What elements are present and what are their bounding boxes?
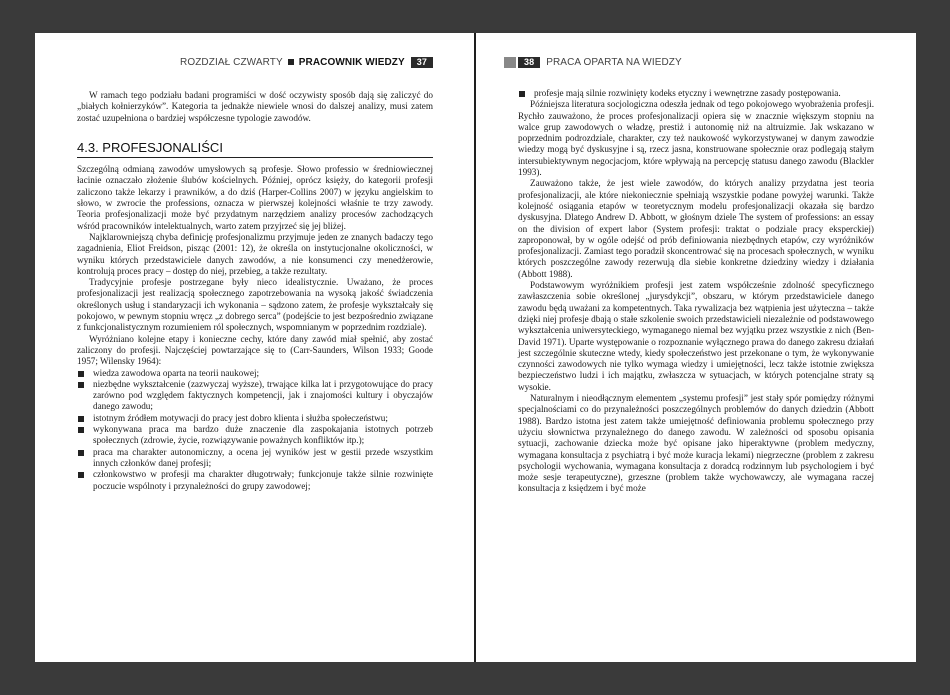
list-item: istotnym źródłem motywacji do pracy jest dobro klienta i służba społeczeństwu; — [77, 413, 433, 424]
left-page-body — [77, 90, 433, 492]
bullet-list — [77, 368, 433, 492]
paragraph: Późniejsza literatura socjologiczna odeszła jednak od tego pokojowego wyobrażenia profesji. Rychło zauważono, że proces profesjonalizacji opiera się w znacznie większym stopniu na walce grup zawodowych o władzę, prestiż i autonomię niż na altruizmie. Jak wskazano w poprzednim podrozdziale, charakter, czy też naukowość wykorzystywanej w danym zawodzie wiedzy mogą być dyskusyjne i są, rzecz jasna, konstruowane społecznie oraz podlegają stałym intersubiektywnym negocjacjom, które wpływają na percepcję statusu danego zawodu (Blackler 1993). — [518, 99, 874, 178]
running-head-right — [518, 55, 874, 69]
right-page-body — [518, 88, 874, 495]
paragraph: Najklarowniejszą chyba definicję profesjonalizmu przyjmuje jeden ze znanych badaczy tego zagadnienia, Eliot Freidson, pisząc (2001: 12), że określa on instytucjonalne okoliczności, w wyniku których przedstawiciele danych zawodów, a nie konsumenci czy menedżerowie, kontrolują proces pracy – dostęp do niej, przebieg, a także rezultaty. — [77, 231, 433, 276]
running-head-left — [77, 55, 433, 69]
chapter-label: ROZDZIAŁ CZWARTY — [180, 56, 283, 68]
paragraph: Naturalnym i nieodłącznym elementem „systemu profesji” jest stały spór pomiędzy różnymi specjalnościami co do przynależności poszczególnych problemów do danych dziedzin (Abbott 1988). Bardzo istotna jest zatem także umiejętność definiowania problemu społecznego przy użyciu słownictwa przynależnego do danego zawodu. W zależności od sposobu opisania sytuacji, zachowanie dziecka może być opisane jako hiperaktywne (problem medyczny, wymagana konsultacja z psychiatrą i być może kuracja lekami) niegrzeczne (problem z zakresu psychologii wychowania, wymagana konsultacja z doradcą rodzinnym lub psychologiem i być może sesje terapeutyczne), grzeszne (problem także wychowawczy, ale wymagana raczej konsultacja z księdzem i być może — [518, 393, 874, 494]
section-heading: 4.3. PROFESJONALIŚCI — [77, 142, 433, 158]
paragraph: Podstawowym wyróżnikiem profesji jest zatem współcześnie zdolność specyficznego zawłaszczenia sobie określonej „jurysdykcji”, obszaru, w którym przedstawiciele danego zawodu będą uważani za kompetentnych. Taka rywalizacja bez wątpienia jest użyteczna – także dzięki niej profesje dbają o stałe szkolenie swoich przedstawicieli niezależnie od podstawowego wykształcenia uniwersyteckiego, wymaganego niemal bez wyjątku przez wszystkie z nich (Ben-David 1971). Uparte występowanie o rozpoznanie wyłącznego prawa do danego zakresu działań jest szczególnie skuteczne wtedy, kiedy społeczeństwo jest przekonane o tym, że wykonywanie czynności zawodowych nie tylko wymaga wiedzy i umiejętności, lecz także istotnie zwiększa bezpieczeństwo ludzi i ich majątku, zwłaszcza w sytuacjach, w których potencjalne straty są wysokie. — [518, 280, 874, 392]
list-item: wiedza zawodowa oparta na teorii naukowej; — [77, 368, 433, 379]
bullet-list — [518, 88, 874, 99]
left-page — [35, 33, 475, 662]
chapter-title: PRACA OPARTA NA WIEDZY — [546, 56, 682, 68]
list-item: praca ma charakter autonomiczny, a ocena jej wyników jest w gestii przede wszystkim innych członków danej profesji; — [77, 447, 433, 470]
intro-paragraph: W ramach tego podziału badani programiści w dość oczywisty sposób dają się zaliczyć do „białych kołnierzyków”. Kategoria ta jednakże niewiele wnosi do dalszej analizy, musi zatem zostać uzupełniona o bardziej współczesne typologie zawodów. — [77, 90, 433, 123]
page-number: 37 — [411, 57, 433, 68]
list-item: wykonywana praca ma bardzo duże znaczenie dla zaspokajania istotnych potrzeb społecznych (zdrowie, życie, rozwiązywanie poważnych konfliktów itp.); — [77, 424, 433, 447]
paragraph: Szczególną odmianą zawodów umysłowych są profesje. Słowo professio w średniowiecznej łacinie oznaczało złożenie ślubów kościelnych. Później, oprócz księży, do kategorii profesji zaliczono także lekarzy i prawników, a do dziś (Harper-Collins 2007) w języku angielskim to słowo, w zwrocie the professions, oznacza w pierwszej kolejności właśnie te trzy zawody. Teoria profesjonalizacji może być przydatnym narzędziem analizy procesów zachodzących wśród pracowników intelektualnych, warto zatem przyjrzeć się jej bliżej. — [77, 164, 433, 231]
list-item: członkowstwo w profesji ma charakter długotrwały; funkcjonuje także silnie rozwinięte poczucie wspólnoty i przynależności do grupy zawodowej; — [77, 469, 433, 492]
paragraph: Tradycyjnie profesje postrzegane były nieco idealistycznie. Uważano, że proces profesjonalizacji jest realizacją społecznego zapotrzebowania na wysoką jakość świadczenia określonych usług i standaryzacji ich wykonania – sądzono zatem, że profesje wykształcały się pokojowo, w pewnym stopniu wręcz „z dobrego serca” (podejście to jest bezpośrednio związane z funkcjonalistycznym rozumieniem ról społecznych, wspomnianym w poprzednim rozdziale). — [77, 277, 433, 333]
right-page — [476, 33, 916, 662]
chapter-title: PRACOWNIK WIEDZY — [298, 56, 405, 68]
page-number: 38 — [518, 57, 540, 68]
square-bullet-icon — [288, 59, 294, 65]
list-item: profesje mają silnie rozwinięty kodeks etyczny i wewnętrzne zasady postępowania. — [518, 88, 874, 99]
paragraph: Wyróżniano kolejne etapy i konieczne cechy, które dany zawód miał spełnić, aby zostać zaliczony do profesji. Najczęściej powtarzające się to (Carr-Saunders, Wilson 1933; Goode 1957; Wilensky 1964): — [77, 333, 433, 367]
list-item: niezbędne wykształcenie (zazwyczaj wyższe), trwające kilka lat i przygotowujące do pracy zarówno pod względem faktycznych kompetencji, jak i znajomości kultury i obyczajów danego zawodu; — [77, 379, 433, 413]
paragraph: Zauważono także, że jest wiele zawodów, do których analizy przydatna jest teoria profesjonalizacji, ale które niekoniecznie spełniają wszystkie podane powyżej warunki. Także kolejność osiągania etapów w teoretycznym modelu profesjonalizacji okazała się bardzo dyskusyjna. Dlatego Andrew D. Abbott, w głośnym dziele The system of professions: an essay on the division of expert labor (System profesji: traktat o podziale pracy eksperckiej) zaproponował, by w ogóle odejść od prób definiowania niezbędnych etapów, czy wyróżników profesjonalizacji. Zamiast tego poradził skoncentrować się na procesach społecznych, w wyniku których poszczególne zawody rezerwują dla siebie konkretne dziedziny wiedzy i działania (Abbott 1988). — [518, 178, 874, 279]
